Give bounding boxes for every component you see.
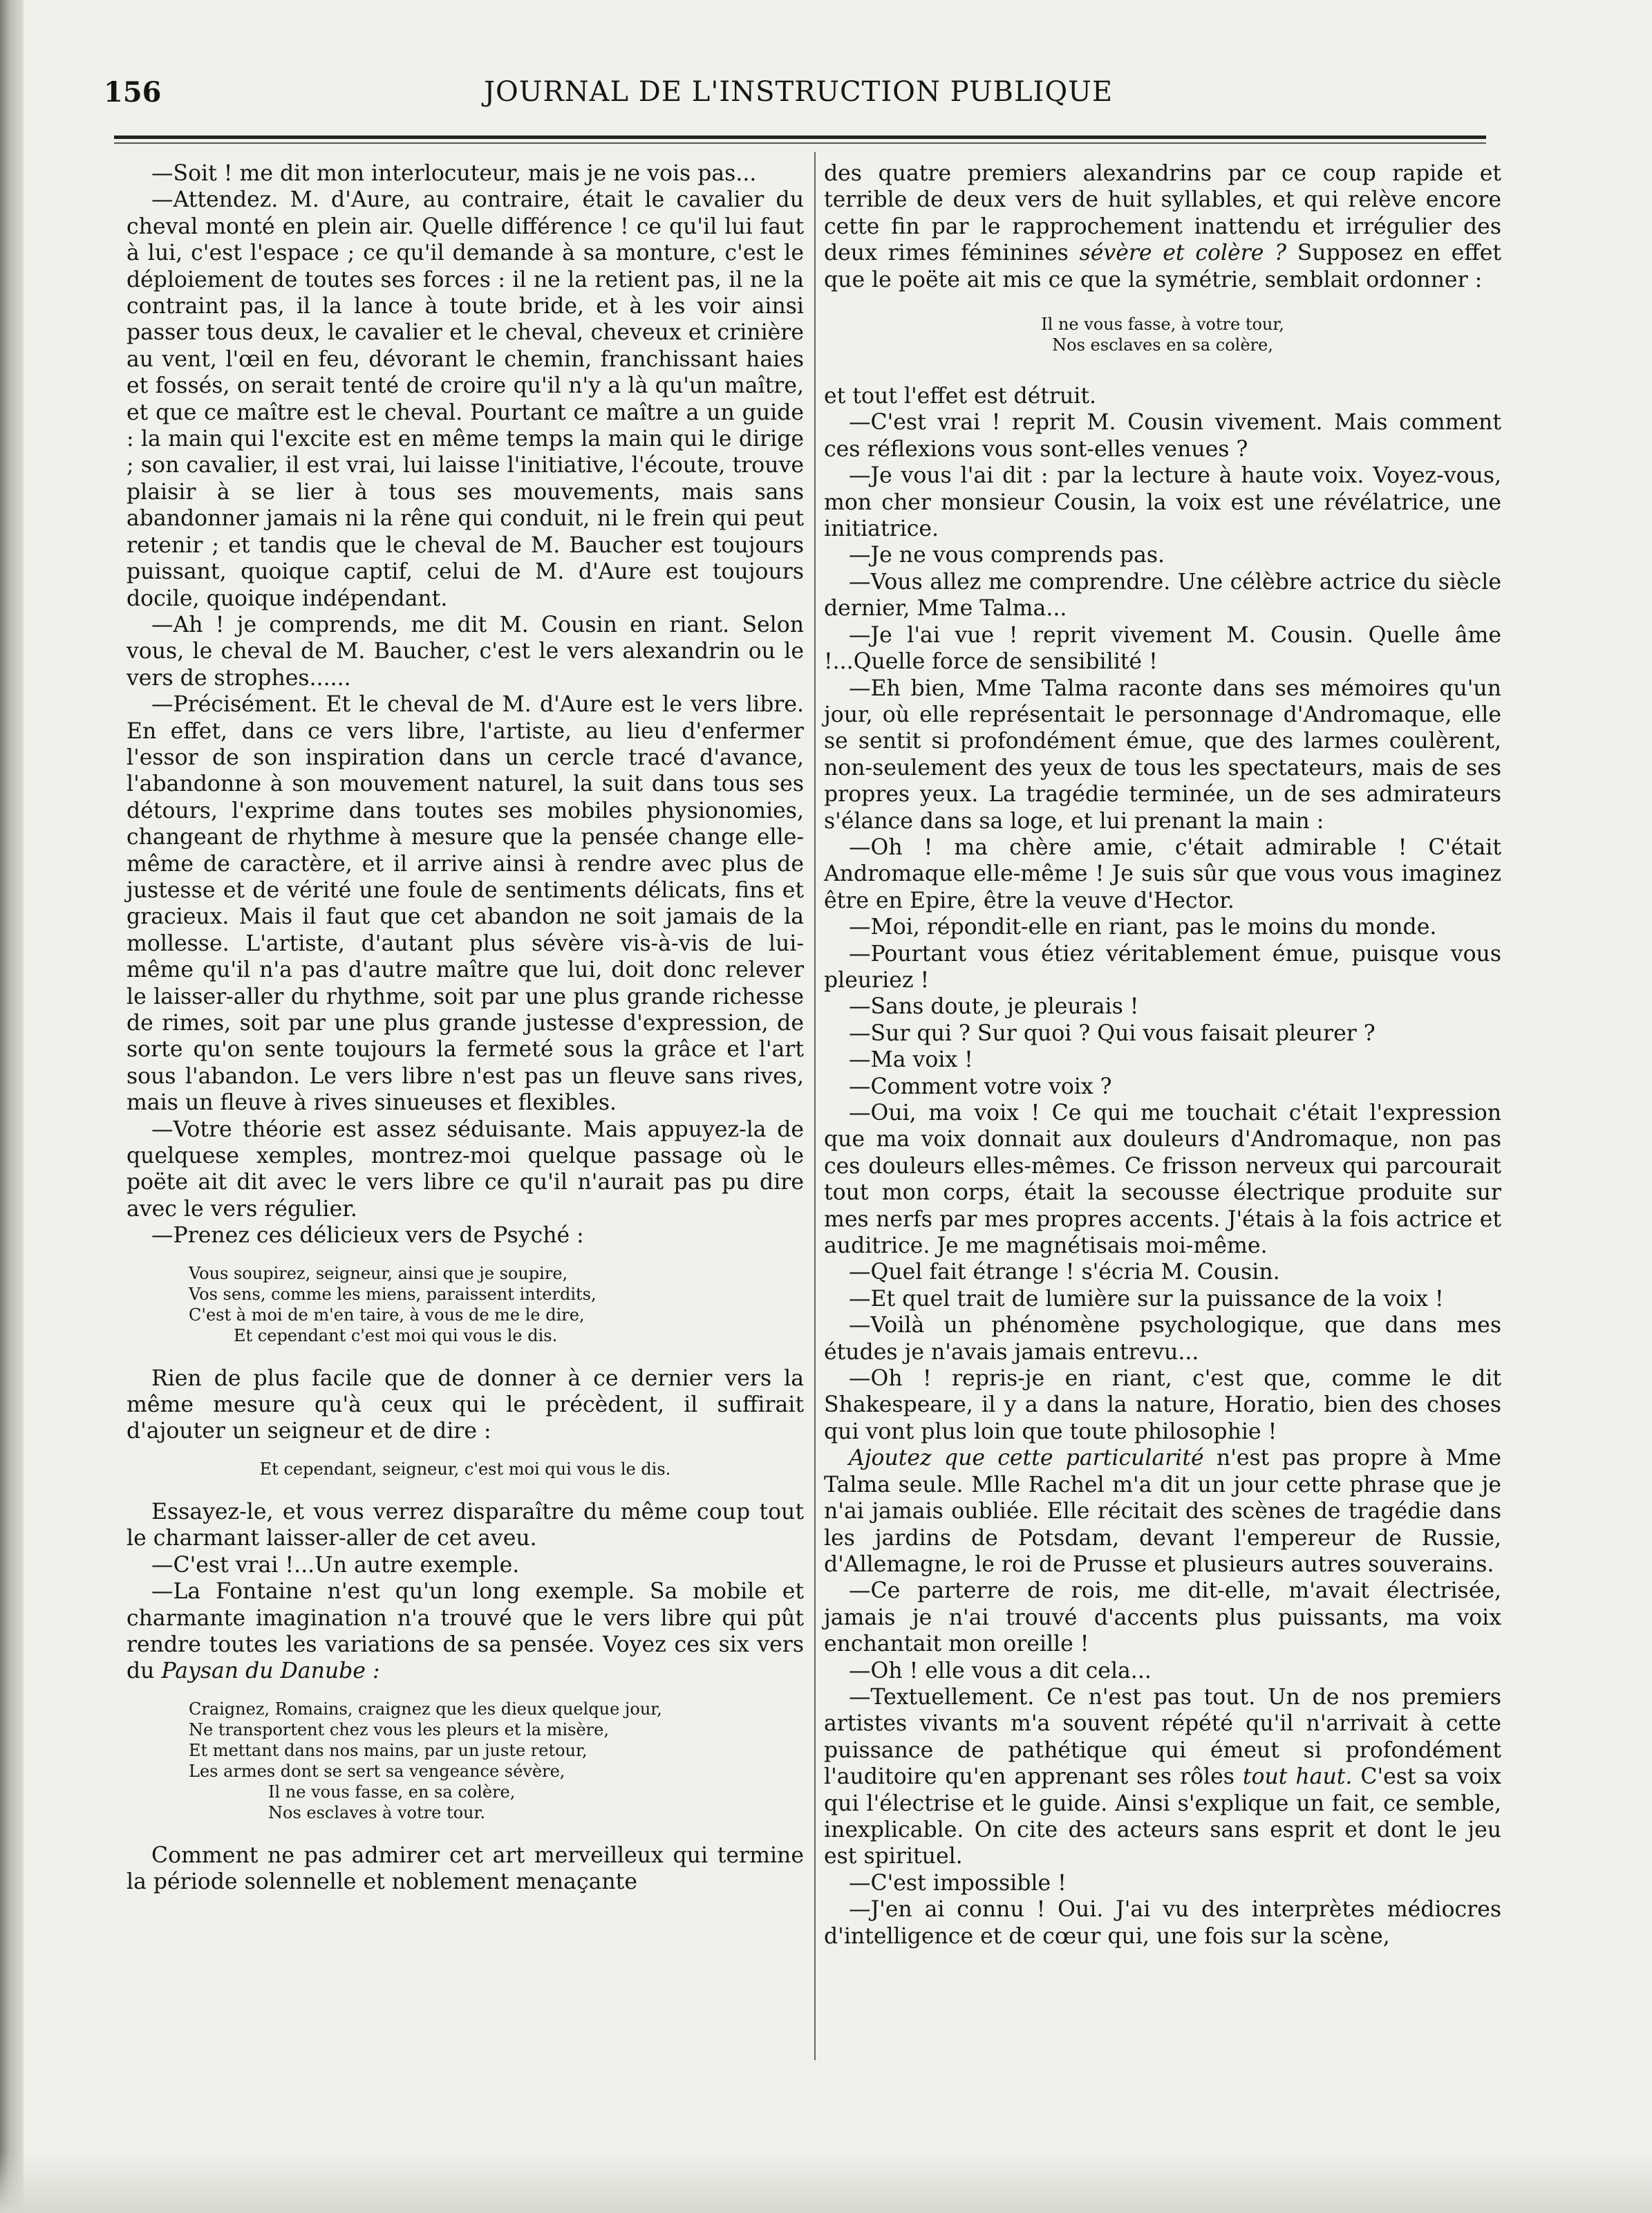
verse-line: Et cependant, seigneur, c'est moi qui vous le dis. — [259, 1459, 671, 1479]
paragraph: —Oh ! elle vous a dit cela... — [849, 1658, 1152, 1683]
verse-line: Craignez, Romains, craignez que les dieux quelque jour, — [189, 1699, 662, 1719]
paragraph: —Pourtant vous étiez véritablement émue, puisque vous pleuriez ! — [824, 941, 1501, 993]
emphasis: sévère et colère ? — [1079, 241, 1286, 266]
paragraph: —Oh ! ma chère amie, c'était admirable ! C'était Andromaque elle-même ! Je suis sûr que vous vous imaginez être en Epire, être la veuve d'Hector. — [824, 834, 1501, 913]
paragraph: —Eh bien, Mme Talma raconte dans ses mémoires qu'un jour, où elle représentait le personnage d'Andromaque, elle se sentit si profondément émue, que des larmes coulèrent, non-seulement des yeux de tous les spectateurs, mais de ses propres yeux. La tragédie terminée, un de ses admirateurs s'élance dans sa loge, et lui prenant la main : — [824, 675, 1501, 834]
page-number: 156 — [104, 76, 162, 109]
column-separator — [814, 152, 816, 2060]
paragraph: Rien de plus facile que de donner à ce dernier vers la même mesure qu'à ceux qui le précèdent, il suffirait d'ajouter un seigneur et de dire : — [126, 1365, 804, 1444]
verse-example — [126, 1459, 804, 1479]
verse-line: Il ne vous fasse, en sa colère, — [268, 1782, 516, 1802]
verse-line: Les armes dont se sert sa vengeance sévère, — [189, 1761, 565, 1781]
verse-line: Il ne vous fasse, à votre tour, — [1041, 315, 1284, 335]
paragraph — [824, 160, 1501, 293]
paragraph — [126, 1578, 804, 1685]
verse-paysan-du-danube — [126, 1699, 804, 1823]
paragraph: —Oui, ma voix ! Ce qui me touchait c'était l'expression que ma voix donnait aux douleurs d'Andromaque, non pas ces douleurs elles-mêmes. Ce frisson nerveux qui parcourait tout mon corps, était la secousse électrique produite sur mes nerfs par mes propres accents. J'étais à la fois actrice et auditrice. Je me magnétisais moi-même. — [824, 1101, 1501, 1259]
paragraph: —Oh ! repris-je en riant, c'est que, comme le dit Shakespeare, il y a dans la nature, Horatio, bien des choses qui vont plus loin que toute philosophie ! — [824, 1366, 1501, 1444]
paragraph: —C'est vrai ! reprit M. Cousin vivement. Mais comment ces réflexions vous sont-elles venues ? — [824, 410, 1501, 462]
paragraph — [824, 1684, 1501, 1870]
header-rule-thick — [114, 136, 1486, 139]
page-bottom-shadow — [0, 2151, 1652, 2213]
paragraph: —J'en ai connu ! Oui. J'ai vu des interprètes médiocres d'intelligence et de cœur qui, une fois sur la scène, — [824, 1897, 1501, 1949]
emphasis: Ajoutez que cette particularité — [849, 1446, 1204, 1471]
paragraph: —Attendez. M. d'Aure, au contraire, était le cavalier du cheval monté en plein air. Quelle différence ! ce qu'il lui faut à lui, c'est l'espace ; ce qu'il demande à sa monture, c'est le déploiement de toutes ses forces : il ne la retient pas, il ne la contraint pas, il la lance à toute bride, et à les voir ainsi passer tous deux, le cavalier et le cheval, cheveux et crinière au vent, l'œil en feu, dévorant le chemin, franchissant haies et fossés, on serait tenté de croire qu'il n'y a là qu'un maître, et que ce maître est le cheval. Pourtant ce maître a un guide : la main qui l'excite est en même temps la main qui le dirige ; son cavalier, il est vrai, lui laisse l'initiative, l'écoute, trouve plaisir à se lier à tous ses mouvements, mais sans abandonner jamais ni la rêne qui conduit, ni le frein qui peut retenir ; et tandis que le cheval de M. Baucher est toujours puissant, quoique captif, celui de M. d'Aure est toujours docile, quoique indépendant. — [126, 187, 804, 611]
left-column — [126, 160, 804, 1896]
paragraph: —Prenez ces délicieux vers de Psyché : — [151, 1223, 584, 1249]
paragraph: —Je ne vous comprends pas. — [849, 543, 1165, 568]
paragraph-text: Supposez en effet que le poëte ait mis ce que la symétrie, semblait ordonner : — [824, 241, 1501, 292]
paragraph: —Précisément. Et le cheval de M. d'Aure est le vers libre. En effet, dans ce vers libre, l'artiste, au lieu d'enfermer l'essor de son inspiration dans un cercle tracé d'avance, l'abandonne à son mouvement naturel, la suit dans tous ses détours, l'exprime dans toutes ses mobiles physionomies, changeant de rhythme à mesure que la pensée change elle-même de caractère, et il arrive ainsi à rendre avec plus de justesse et de vérité une foule de sentiments délicats, fins et gracieux. Mais il faut que cet abandon ne soit jamais de la mollesse. L'artiste, d'autant plus sévère vis-à-vis de lui-même qu'il n'a pas d'autre maître que lui, doit donc relever le laisser-aller du rhythme, soit par une plus grande richesse de rimes, soit par une plus grande justesse d'expression, de sorte qu'on sente toujours la fermeté sous la grâce et l'art sous l'abandon. Le vers libre n'est pas un fleuve sans rives, mais un fleuve à rives sinueuses et flexibles. — [126, 692, 804, 1116]
paragraph — [824, 1445, 1501, 1578]
journal-title: JOURNAL DE L'INSTRUCTION PUBLIQUE — [483, 76, 1114, 108]
paragraph: —Soit ! me dit mon interlocuteur, mais je ne vois pas... — [151, 161, 757, 186]
paragraph: Comment ne pas admirer cet art merveilleux qui termine la période solennelle et noblement menaçante — [126, 1842, 804, 1895]
work-title: Paysan du Danube : — [161, 1659, 380, 1684]
paragraph-text: des quatre premiers alexandrins par ce coup rapide et terrible de deux vers de huit syllables, et qui relève encore cette fin par le rapprochement inattendu et irrégulier des deux rimes féminines — [824, 161, 1501, 266]
verse-psyche — [126, 1263, 804, 1346]
paragraph: —Votre théorie est assez séduisante. Mais appuyez-la de quelquese xemples, montrez-moi quelque passage où le poëte ait dit avec le vers libre ce qu'il n'aurait pas pu dire avec le vers régulier. — [126, 1117, 804, 1222]
paragraph: —Ce parterre de rois, me dit-elle, m'avait électrisée, jamais je n'ai trouvé d'accents plus puissants, ma voix enchantait mon oreille ! — [824, 1578, 1501, 1657]
paragraph: Essayez-le, et vous verrez disparaître du même coup tout le charmant laisser-aller de cet aveu. — [126, 1499, 804, 1551]
verse-line: Vos sens, comme les miens, paraissent interdits, — [189, 1284, 597, 1304]
verse-line: Et cependant c'est moi qui vous le dis. — [234, 1325, 558, 1345]
verse-line: Nos esclaves à votre tour. — [268, 1802, 485, 1822]
right-column — [824, 160, 1501, 1950]
paragraph-text: —La Fontaine n'est qu'un long exemple. Sa mobile et charmante imagination n'a trouvé que le vers libre qui pût rendre toutes les variations de sa pensée. Voyez ces six vers du — [126, 1579, 804, 1684]
verse-line: Nos esclaves en sa colère, — [1052, 335, 1273, 355]
paragraph: —Moi, répondit-elle en riant, pas le moins du monde. — [849, 915, 1437, 940]
paragraph: —Je l'ai vue ! reprit vivement M. Cousin. Quelle âme !...Quelle force de sensibilité ! — [824, 622, 1501, 675]
emphasis: tout haut. — [1242, 1764, 1353, 1790]
verse-line: C'est à moi de m'en taire, à vous de me le dire, — [189, 1305, 585, 1325]
verse-rewrite — [824, 314, 1501, 355]
paragraph: —Sur qui ? Sur quoi ? Qui vous faisait pleurer ? — [849, 1020, 1376, 1046]
paragraph: —Ah ! je comprends, me dit M. Cousin en riant. Selon vous, le cheval de M. Baucher, c'est le vers alexandrin ou le vers de strophes...... — [126, 612, 804, 691]
paragraph-text: —Textuellement. Ce n'est pas tout. Un de nos premiers artistes vivants m'a souvent répété qu'il n'arrivait à cette puissance de pathétique qui émeut si profondément l'auditoire qu'en apprenant ses rôles — [824, 1684, 1501, 1790]
verse-line: Et mettant dans nos mains, par un juste retour, — [189, 1740, 588, 1760]
paragraph: —Vous allez me comprendre. Une célèbre actrice du siècle dernier, Mme Talma... — [824, 569, 1501, 622]
verse-line: Ne transportent chez vous les pleurs et la misère, — [189, 1719, 609, 1739]
paragraph-text: C'est sa voix qui l'électrise et le guide. Ainsi s'explique un fait, ce semble, inexplicable. On cite des acteurs sans esprit et dont le jeu est spirituel. — [824, 1764, 1502, 1869]
header-rule-thin — [114, 142, 1486, 144]
paragraph: et tout l'effet est détruit. — [824, 384, 1096, 409]
paragraph: —C'est vrai !...Un autre exemple. — [151, 1552, 520, 1578]
paragraph-text: n'est pas propre à Mme Talma seule. Mlle Rachel m'a dit un jour cette phrase que je n'ai jamais oubliée. Elle récitait des scènes de tragédie dans les jardins de Potsdam, devant l'empereur de Russie, d'Allemagne, le roi de Prusse et plusieurs autres souverains. — [824, 1446, 1501, 1577]
paragraph: —Quel fait étrange ! s'écria M. Cousin. — [849, 1260, 1280, 1285]
paragraph: —Sans doute, je pleurais ! — [849, 994, 1139, 1020]
paragraph: —C'est impossible ! — [849, 1870, 1067, 1896]
page-edge-shadow — [0, 0, 24, 2213]
verse-line: Vous soupirez, seigneur, ainsi que je soupire, — [189, 1263, 568, 1283]
page-header — [104, 76, 1493, 118]
paragraph: —Je vous l'ai dit : par la lecture à haute voix. Voyez-vous, mon cher monsieur Cousin, la voix est une révélatrice, une initiatrice. — [824, 463, 1501, 542]
paragraph: —Voilà un phénomène psychologique, que dans mes études je n'avais jamais entrevu... — [824, 1313, 1501, 1365]
paragraph: —Et quel trait de lumière sur la puissance de la voix ! — [849, 1286, 1444, 1311]
paragraph: —Comment votre voix ? — [849, 1074, 1112, 1099]
paragraph: —Ma voix ! — [849, 1047, 973, 1073]
